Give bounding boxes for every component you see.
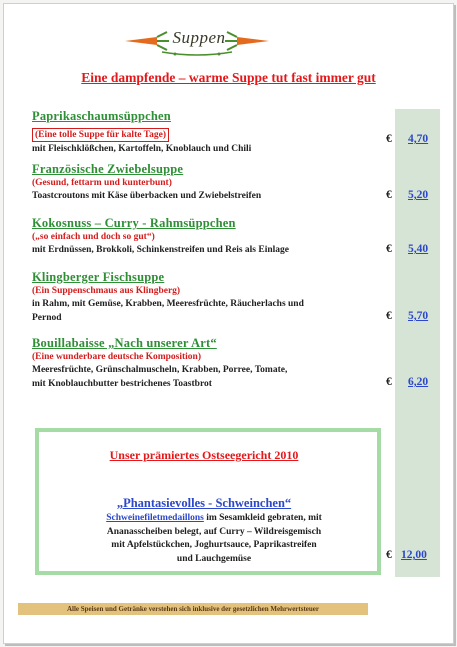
special-desc-line: Ananasscheiben belegt, auf Curry – Wildreisgemisch [106, 526, 322, 537]
item-subtitle: (Gesund, fettarm und kunterbunt) [32, 178, 172, 188]
item-name: Paprikaschaumsüppchen [32, 109, 171, 123]
item-subtitle: (Eine tolle Suppe für kalte Tage) [32, 128, 169, 142]
menu-headline: Eine dampfende – warme Suppe tut fast immer gut [81, 70, 376, 85]
item-price: 5,70 [408, 310, 429, 322]
item-description: Pernod [32, 313, 62, 323]
special-dish-price: 12,00 [401, 549, 427, 561]
menu-item [32, 270, 432, 325]
special-dish-name: „Phantasievolles - Schweinchen“ [116, 496, 292, 510]
item-description: mit Knoblauchbutter bestrichenes Toastbrot [32, 379, 212, 389]
menu-item [32, 336, 432, 391]
item-description: mit Fleischklößchen, Kartoffeln, Knoblauch und Chili [32, 144, 252, 154]
currency-symbol: € [386, 549, 392, 561]
menu-item [32, 162, 432, 203]
logo-text: Suppen [172, 28, 226, 47]
currency-symbol: € [386, 243, 392, 255]
menu-item [32, 109, 432, 156]
menu-page [3, 3, 454, 644]
special-dish-title: Unser prämiertes Ostseegericht 2010 [109, 448, 299, 462]
special-desc-lead: Schweinefiletmedaillons [106, 513, 204, 523]
item-price: 5,40 [408, 243, 429, 255]
item-price: 5,20 [408, 189, 429, 201]
item-subtitle: (Ein Suppenschmaus aus Klingberg) [32, 286, 181, 296]
item-name: Französische Zwiebelsuppe [32, 162, 184, 176]
item-description: in Rahm, mit Gemüse, Krabben, Meeresfrüchte, Räucherlachs und [32, 299, 304, 309]
item-name: Klingberger Fischsuppe [32, 270, 165, 284]
special-desc-line: mit Apfelstückchen, Joghurtsauce, Paprikastreifen [111, 540, 317, 550]
item-price: 6,20 [408, 376, 429, 388]
item-description: Meeresfrüchte, Grünschalmuscheln, Krabben, Porree, Tomate, [32, 365, 288, 375]
special-desc-line [64, 512, 364, 526]
menu-item [32, 216, 432, 257]
vat-footer-note: Alle Speisen und Getränke verstehen sich inklusive der gesetzlichen Mehrwertsteuer [18, 603, 368, 615]
special-desc-line1-rest: im Sesamkleid gebraten, mit [203, 513, 322, 523]
currency-symbol: € [386, 376, 392, 388]
item-name: Bouillabaisse „Nach unserer Art“ [32, 336, 217, 350]
item-description: Toastcroutons mit Käse überbacken und Zwiebelstreifen [32, 191, 262, 201]
item-subtitle: („so einfach und doch so gut“) [32, 232, 155, 242]
currency-symbol: € [386, 133, 392, 145]
special-desc-line: und Lauchgemüse [176, 553, 252, 564]
item-price: 4,70 [408, 133, 429, 145]
currency-symbol: € [386, 189, 392, 201]
item-description: mit Erdnüssen, Brokkoli, Schinkenstreifen und Reis als Einlage [32, 245, 289, 255]
special-dish-description [64, 512, 364, 566]
item-subtitle: (Eine wunderbare deutsche Komposition) [32, 352, 201, 362]
currency-symbol: € [386, 310, 392, 322]
item-name: Kokosnuss – Curry - Rahmsüppchen [32, 216, 236, 230]
